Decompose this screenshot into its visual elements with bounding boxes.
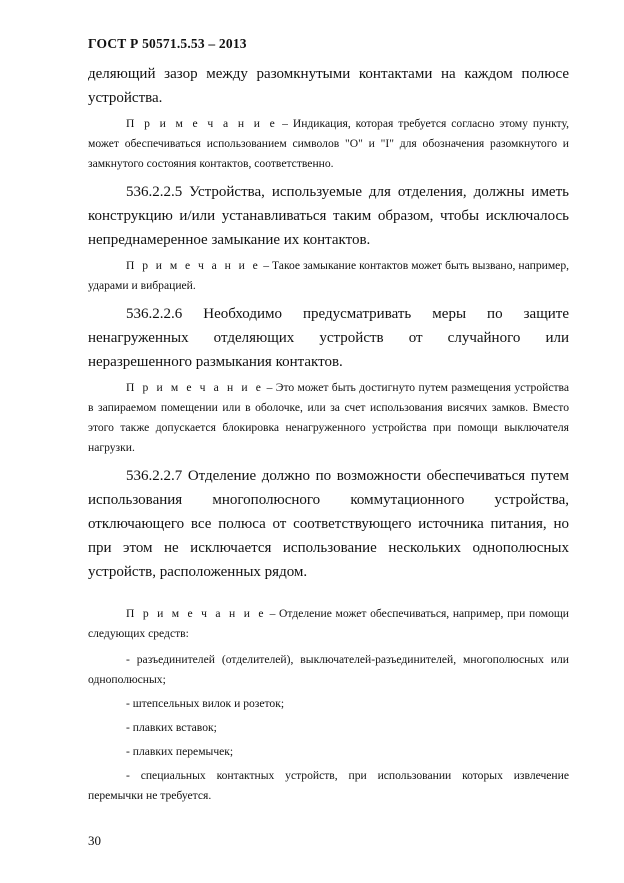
note-2 bbox=[88, 256, 569, 296]
note-text: Отделение может обеспечиваться, например, при помощи следующих средств: bbox=[88, 607, 569, 640]
note-3 bbox=[88, 378, 569, 458]
list-item: - плавких перемычек; bbox=[126, 745, 234, 758]
page-content bbox=[88, 62, 569, 806]
note-text: Такое замыкание контактов может быть вызвано, например, ударами и вибрацией. bbox=[88, 259, 570, 292]
note-dash: – bbox=[265, 607, 280, 620]
note-dash: – bbox=[263, 381, 276, 394]
document-header: ГОСТ Р 50571.5.53 – 2013 bbox=[88, 36, 247, 51]
list-item: - плавких вставок; bbox=[126, 721, 217, 734]
note-label: П р и м е ч а н и е bbox=[126, 259, 261, 272]
clause-536-2-2-7: 536.2.2.7 Отделение должно по возможности обеспечиваться путем использования многополюсного коммутационного устройства, отключающего все полюса от соответствующего источника питания, но при этом не исключается использование нескольких однополюсных устройств, расположенных рядом. bbox=[88, 468, 569, 580]
note-dash: – bbox=[277, 117, 293, 130]
note-text: Это может быть достигнуто путем размещения устройства в запираемом помещении или в оболочке, или за счет использования висячих замков. Вместо этого также допускается блокировка ненагруженного устройства при помощи выключателя нагрузки. bbox=[88, 381, 570, 454]
clause-536-2-2-6: 536.2.2.6 Необходимо предусматривать меры по защите ненагруженных отделяющих устройств от случайного или неразрешенного размыкания контактов. bbox=[88, 306, 569, 370]
note-text: Индикация, которая требуется согласно этому пункту, может обеспечиваться использованием символов "О" и "I" для обозначения разомкнутого и замкнутого состояния контактов, соответственно. bbox=[88, 117, 569, 170]
note-label: П р и м е ч а н и е bbox=[126, 381, 264, 394]
note-4 bbox=[88, 604, 569, 644]
list-item: - специальных контактных устройств, при использовании которых извлечение перемычки не требуется. bbox=[88, 769, 569, 802]
clause-536-2-2-5: 536.2.2.5 Устройства, используемые для отделения, должны иметь конструкцию и/или устанавливаться таким образом, чтобы исключалось непреднамеренное замыкание их контактов. bbox=[88, 184, 569, 248]
page-number: 30 bbox=[88, 833, 101, 848]
paragraph-continuation: деляющий зазор между разомкнутыми контактами на каждом полюсе устройства. bbox=[88, 66, 569, 106]
note-1 bbox=[88, 114, 569, 174]
note-label: П р и м е ч а н и е bbox=[126, 117, 278, 130]
list-item: - разъединителей (отделителей), выключателей-разъединителей, многополюсных или однополюсных; bbox=[88, 653, 569, 686]
note-dash: – bbox=[260, 259, 273, 272]
list-item: - штепсельных вилок и розеток; bbox=[126, 697, 285, 710]
note-label: П р и м е ч а н и е bbox=[126, 607, 266, 620]
